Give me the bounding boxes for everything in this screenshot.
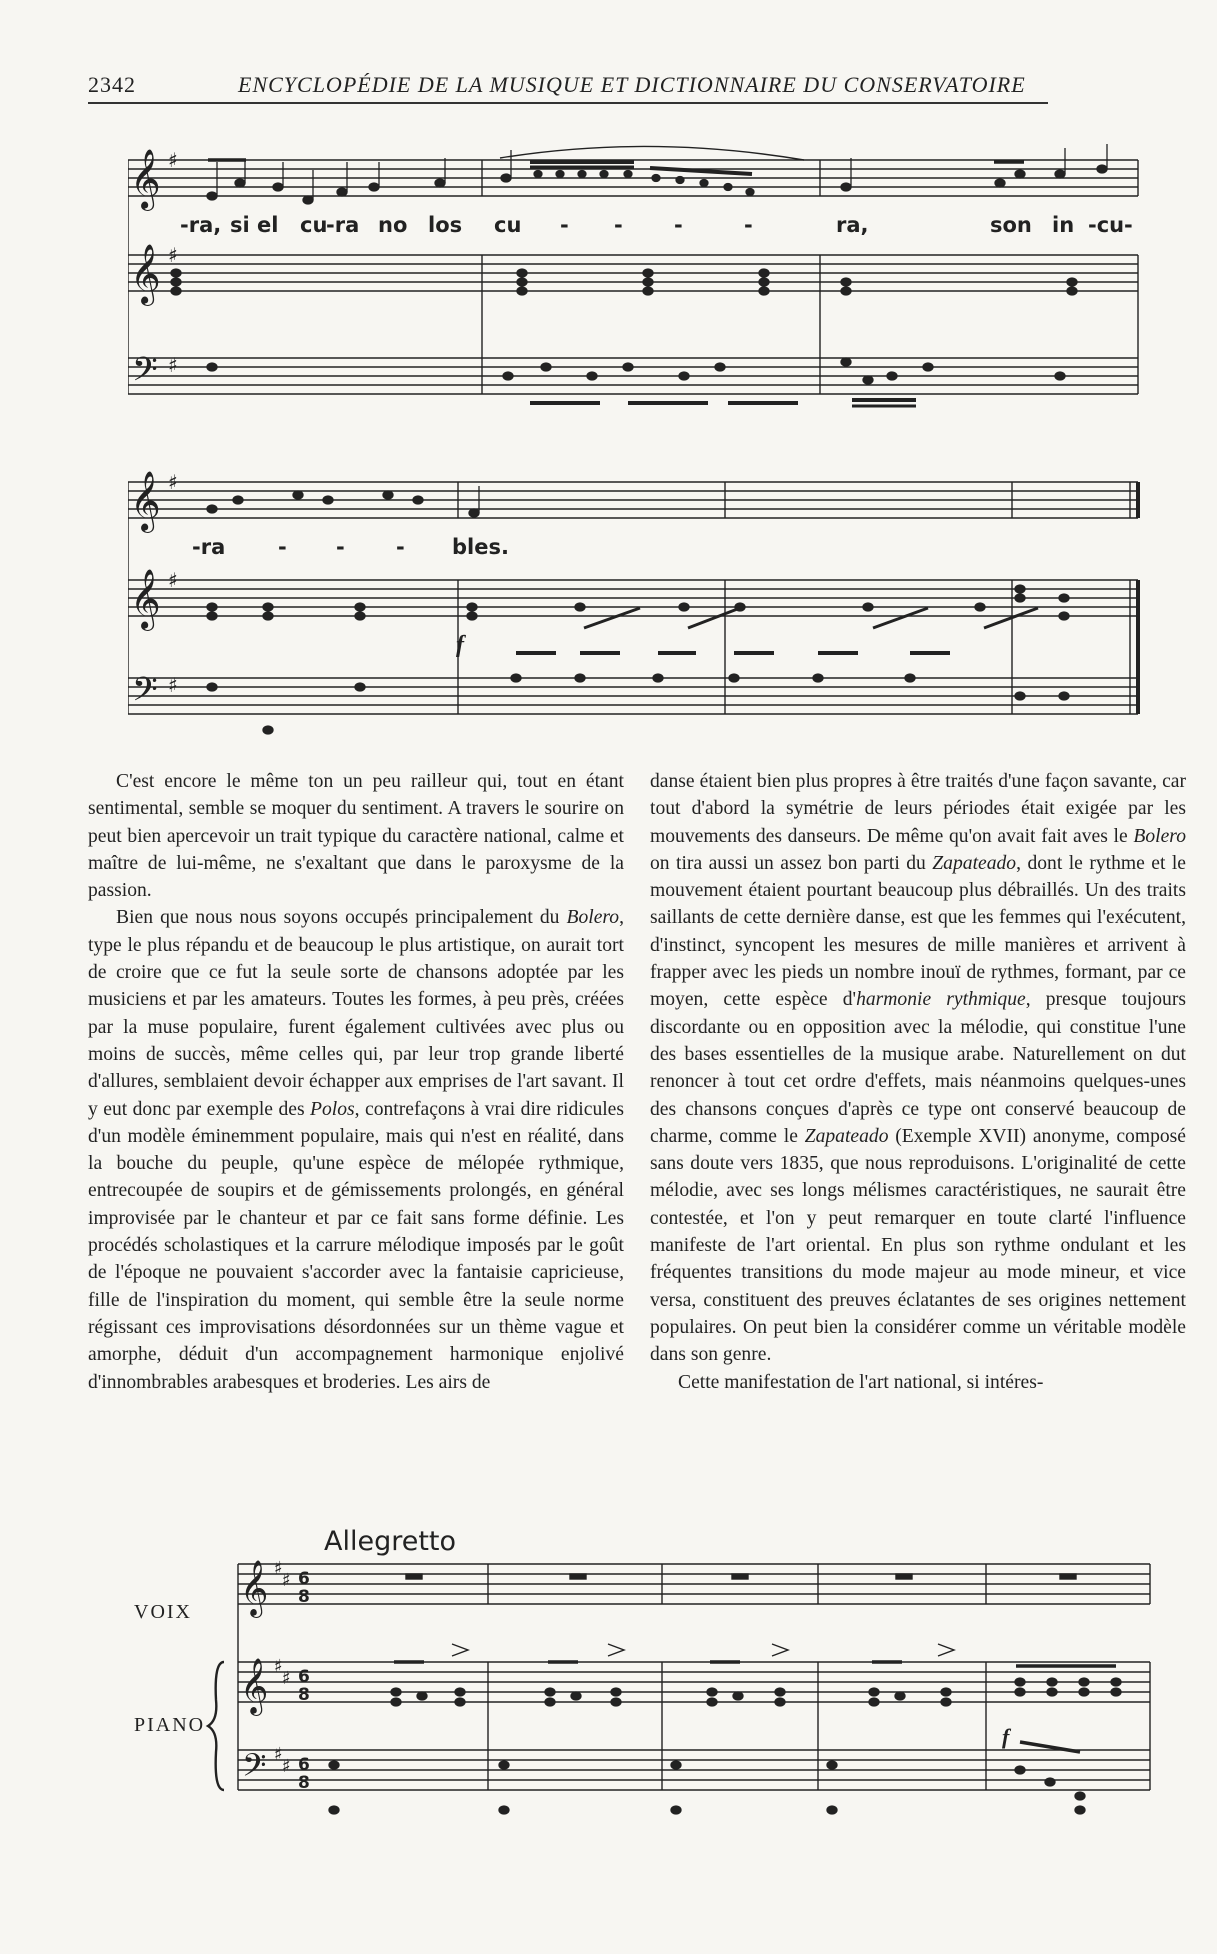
lyric: - xyxy=(1124,213,1133,237)
text-run: , contrefaçons à vrai dire ridicules d'un modèle éminemment populaire, mais qui n'est en réalité, dans la bouche du peuple, qu'une espèce de mélopée rythmique, entrecoupée de soupirs et de gémissements prolongés, en général improvisée par le chanteur et par ce fait sans forme définie. Les procédés scholastiques et la carrure mélodique imposés par le goût de l'époque ne pouvaient s'accorder avec la fantaisie capricieuse, fille de l'inspiration du moment, qui semble être la seule norme régissant ces improvisations désordonnées sur un thème vague et amorphe, déduit d'un accompagnement harmonique enjolivé d'innombrables arabesques et broderies. Les airs de xyxy=(88,1098,625,1393)
lyric: cu xyxy=(494,213,522,237)
lyric: bles. xyxy=(452,535,509,559)
lyric: - xyxy=(278,535,287,559)
svg-text:♯: ♯ xyxy=(168,243,178,267)
italic-term: Zapateado xyxy=(804,1125,889,1147)
article-body xyxy=(88,768,1188,1503)
text-run: , presque toujours discordante ou en opposition avec la mélodie, qui constitue l'une des bases essentielles de la musique arabe. Naturellement on dut renoncer à tout cet ordre d'effets, mais néanmoins quelques-unes des chansons conçues d'après ce type ont conservé beaucoup de charme, comme le xyxy=(650,989,1187,1147)
score-bottom-svg xyxy=(120,1520,1160,1820)
right-column xyxy=(650,768,1186,1396)
svg-text:♯: ♯ xyxy=(168,568,178,592)
time-sig-bottom: 8 xyxy=(298,1587,310,1607)
tempo-marking: Allegretto xyxy=(324,1526,457,1557)
lyric: los xyxy=(428,213,463,237)
text-run: Bien que nous nous soyons occupés principalement du xyxy=(116,907,567,929)
lyric: son xyxy=(990,213,1032,237)
text-run: (Exemple XVII) anonyme, composé sans doute vers 1835, que nous reproduisons. L'originalité de cette mélodie, avec ses longs mélismes caractéristiques, ne saurait être contestée, et l'on y peut remarquer en toute clarté l'influence manifeste de l'art oriental. En plus son rythme ondulant et les fréquentes transitions du mode majeur au mode mineur, et vice versa, constituent des preuves éclatantes de ses origines nettement populaires. On peut bien la considérer comme un véritable modèle dans son genre. xyxy=(650,1125,1186,1366)
svg-text:♯: ♯ xyxy=(282,1570,291,1591)
svg-text:♯: ♯ xyxy=(274,1744,283,1765)
lyric: -cu xyxy=(1088,213,1125,237)
italic-term: harmonie rythmique xyxy=(856,989,1026,1011)
svg-text:♯: ♯ xyxy=(168,673,178,697)
lyric: -ra xyxy=(192,535,226,559)
svg-text:𝄞: 𝄞 xyxy=(130,471,161,531)
italic-term: Bolero xyxy=(1133,825,1186,847)
svg-text:𝄞: 𝄞 xyxy=(130,244,161,304)
svg-text:♯: ♯ xyxy=(282,1668,291,1689)
lyric: si el xyxy=(230,213,279,237)
time-sig-top: 6 xyxy=(298,1755,310,1775)
paragraph: C'est encore le même ton un peu railleur qui, tout en étant sentimental, semble se moquer du sentiment. A travers le sourire on peut bien apercevoir un trait typique du caractère national, calme et maître de lui-même, ne s'exaltant que dans le paroxysme de la passion. xyxy=(88,771,624,902)
lyric: - xyxy=(744,213,753,237)
lyric: - xyxy=(674,213,683,237)
lyric: ra, xyxy=(836,213,869,237)
text-run: danse étaient bien plus propres à être traités d'une façon savante, car tout d'abord la symétrie de leurs périodes était exigée par les mouvements des danseurs. De même qu'on avait fait aves le xyxy=(650,771,1186,847)
lyric: - xyxy=(560,213,569,237)
svg-text:𝄞: 𝄞 xyxy=(240,1658,269,1714)
svg-text:♯: ♯ xyxy=(274,1656,283,1677)
score-top-svg xyxy=(128,140,1148,740)
svg-text:𝄞: 𝄞 xyxy=(130,569,161,629)
paragraph xyxy=(88,904,624,1395)
music-example-bottom xyxy=(120,1520,1160,1820)
time-sig-top: 6 xyxy=(298,1569,310,1589)
lyric: -ra xyxy=(326,213,360,237)
lyric: -ra, xyxy=(180,213,222,237)
text-run: , dont le rythme et le mouvement étaient pourtant beaucoup plus débraillés. Un des traits saillants de cette dernière danse, est que les femmes qui l'exécutent, d'instinct, syncopent les mesures de mille manières et arrivent à frapper avec les pieds un nombre inouï de rythmes, formant, par ce moyen, cette espèce d' xyxy=(650,852,1186,1011)
svg-text:♯: ♯ xyxy=(274,1558,283,1579)
page-number: 2342 xyxy=(88,72,136,97)
svg-text:♯: ♯ xyxy=(168,148,178,172)
running-header xyxy=(88,68,1048,104)
time-sig-bottom: 8 xyxy=(298,1773,310,1793)
left-column xyxy=(88,768,624,1396)
italic-term: Polos xyxy=(310,1098,355,1120)
dynamic-forte: f xyxy=(456,632,464,658)
piano-label: PIANO xyxy=(134,1714,206,1736)
lyric: - xyxy=(396,535,405,559)
time-sig-top: 6 xyxy=(298,1667,310,1687)
text-run: , type le plus répandu et de beaucoup le plus artistique, on aurait tort de croire que ce fut la seule sorte de chansons adoptée par les musiciens et par les amateurs. Toutes les formes, à peu près, créées par la muse populaire, furent également cultivées avec plus ou moins de succès, même celles qui, par leur trop grande liberté d'allures, semblaient devoir échapper aux emprises de l'art savant. Il y eut donc par exemple des xyxy=(88,907,624,1120)
time-signatures xyxy=(298,1569,310,1793)
voice-label: VOIX xyxy=(134,1601,192,1623)
svg-text:𝄞: 𝄞 xyxy=(240,1560,269,1616)
music-example-top xyxy=(128,140,1148,740)
svg-text:♯: ♯ xyxy=(168,470,178,494)
lyric: - xyxy=(614,213,623,237)
svg-text:♯: ♯ xyxy=(168,353,178,377)
dynamic-forte: f xyxy=(1002,1724,1010,1749)
lyric: cu xyxy=(300,213,328,237)
time-sig-bottom: 8 xyxy=(298,1685,310,1705)
paragraph xyxy=(650,768,1186,1369)
svg-text:♯: ♯ xyxy=(282,1756,291,1777)
lyric: in xyxy=(1052,213,1075,237)
svg-text:𝄢: 𝄢 xyxy=(132,351,158,397)
lyrics-system-1 xyxy=(180,213,1133,237)
running-title: ENCYCLOPÉDIE DE LA MUSIQUE ET DICTIONNAIRE DU CONSERVATOIRE xyxy=(238,72,1026,97)
text-run: on tira aussi un assez bon parti du xyxy=(650,852,933,874)
svg-text:𝄢: 𝄢 xyxy=(242,1747,267,1791)
lyric: no xyxy=(378,213,408,237)
italic-term: Zapateado xyxy=(932,852,1017,874)
lyric: - xyxy=(336,535,345,559)
paragraph: Cette manifestation de l'art national, si intéres- xyxy=(678,1371,1044,1393)
lyrics-system-2 xyxy=(192,535,509,559)
svg-text:𝄢: 𝄢 xyxy=(132,671,158,717)
italic-term: Bolero xyxy=(566,907,620,929)
svg-text:𝄞: 𝄞 xyxy=(130,149,161,209)
